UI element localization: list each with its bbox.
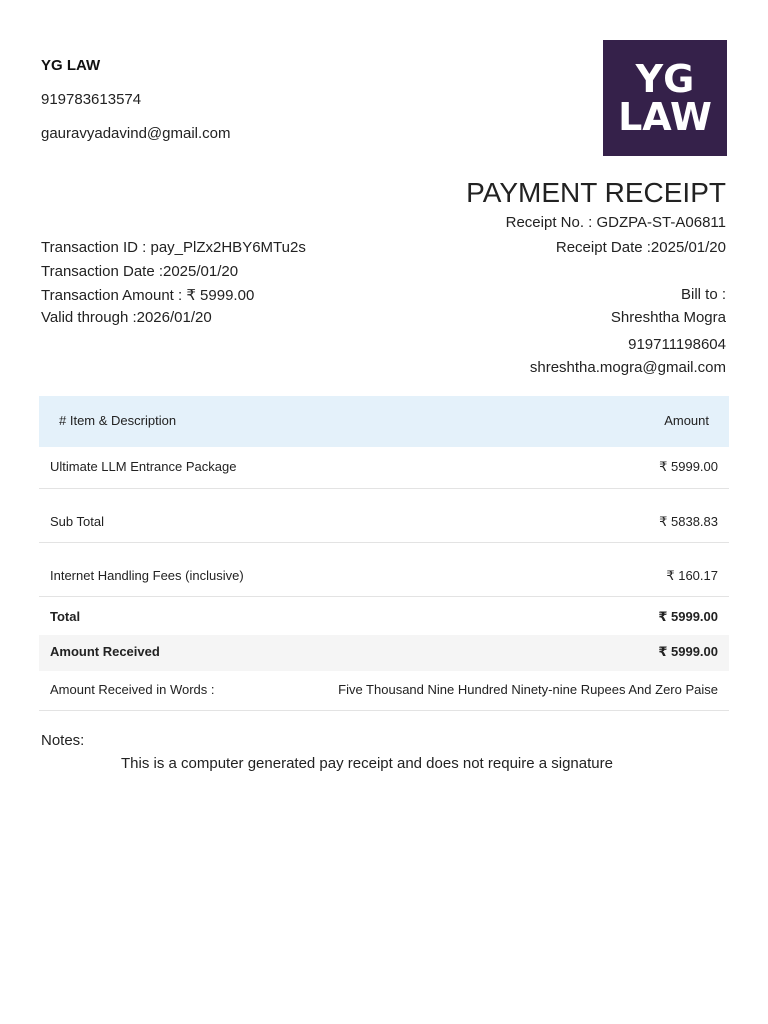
- table-row-amount-received: [39, 635, 729, 671]
- item-description: Ultimate LLM Entrance Package: [50, 459, 237, 474]
- company-email: gauravyadavind@gmail.com: [41, 125, 231, 142]
- company-phone: 919783613574: [41, 91, 142, 108]
- fees-label: Internet Handling Fees (inclusive): [50, 568, 244, 583]
- table-row-fees: [39, 543, 729, 597]
- transaction-amount: Transaction Amount : ₹ 5999.00: [41, 287, 255, 304]
- fees-amount: ₹ 160.17: [666, 568, 718, 583]
- company-name: YG LAW: [41, 57, 101, 74]
- table-row-total: [39, 597, 729, 635]
- amount-words-value: Five Thousand Nine Hundred Ninety-nine Rupees And Zero Paise: [338, 682, 718, 697]
- receipt-table: [39, 396, 729, 711]
- item-amount: ₹ 5999.00: [659, 459, 718, 474]
- amount-received-value: ₹ 5999.00: [658, 644, 718, 659]
- table-row-item: [39, 447, 729, 489]
- receipt-date: Receipt Date :2025/01/20: [555, 239, 726, 256]
- table-header: [39, 396, 729, 447]
- bill-to-phone: 919711198604: [628, 336, 726, 353]
- table-row-subtotal: [39, 489, 729, 543]
- company-logo: [603, 40, 727, 156]
- amount-received-label: Amount Received: [50, 644, 160, 659]
- bill-to-email: shreshtha.mogra@gmail.com: [529, 359, 726, 376]
- total-amount: ₹ 5999.00: [658, 609, 718, 624]
- bill-to-label: Bill to :: [680, 286, 726, 303]
- valid-through: Valid through :2026/01/20: [41, 309, 212, 326]
- receipt-number: Receipt No. : GDZPA-ST-A06811: [505, 214, 726, 231]
- table-row-amount-words: [39, 671, 729, 711]
- subtotal-amount: ₹ 5838.83: [659, 514, 718, 529]
- subtotal-label: Sub Total: [50, 514, 104, 529]
- transaction-id: Transaction ID : pay_PlZx2HBY6MTu2s: [41, 239, 306, 256]
- header-item-description: # Item & Description: [59, 413, 177, 428]
- header-amount: Amount: [664, 413, 709, 428]
- amount-words-label: Amount Received in Words :: [50, 682, 215, 697]
- transaction-date: Transaction Date :2025/01/20: [41, 263, 239, 280]
- bill-to-name: Shreshtha Mogra: [610, 309, 726, 326]
- notes-label: Notes:: [41, 732, 85, 749]
- notes-text: This is a computer generated pay receipt and does not require a signature: [121, 755, 613, 772]
- logo-line-2: LAW: [618, 95, 712, 139]
- total-label: Total: [50, 609, 81, 624]
- logo-line-1: YG: [635, 57, 695, 101]
- receipt-title: PAYMENT RECEIPT: [466, 177, 726, 208]
